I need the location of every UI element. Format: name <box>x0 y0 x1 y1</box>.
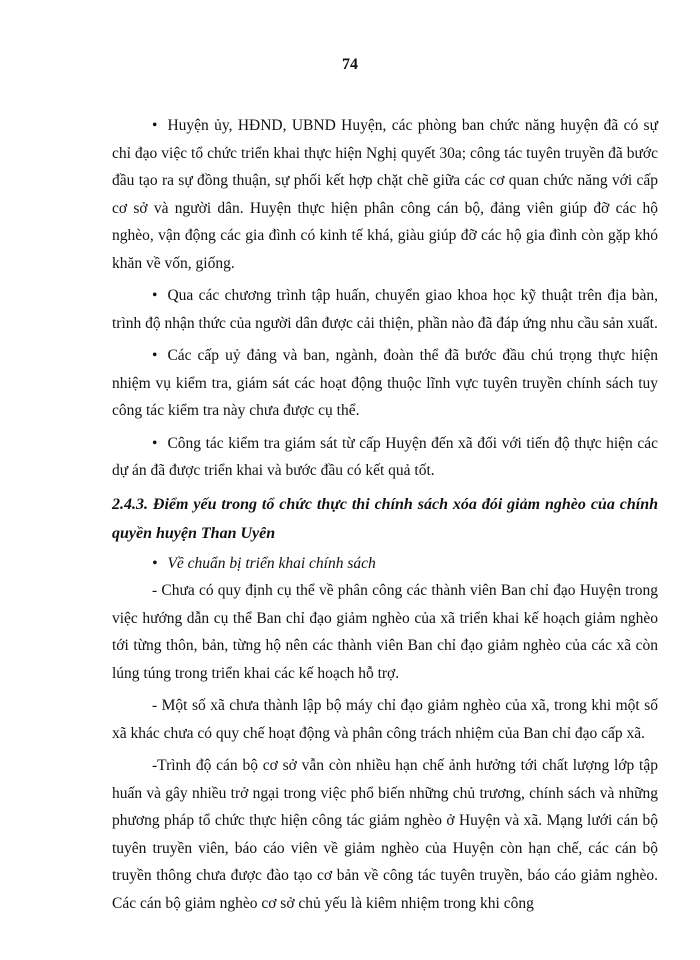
paragraph: -Trình độ cán bộ cơ sở vẫn còn nhiều hạn chế ảnh hưởng tới chất lượng lớp tập huấn và gây nhiều trở ngại trong việc phổ biến những chủ trương, chính sách và những phương pháp tổ chức thực hiện công tác giảm nghèo ở Huyện và xã. Mạng lưới cán bộ tuyên truyền viên, báo cáo viên về giảm nghèo của Huyện còn hạn chế, các cán bộ truyền thông chưa được đào tạo cơ bản về công tác tuyên truyền, báo cáo giảm nghèo. Các cán bộ giảm nghèo cơ sở chủ yếu là kiêm nhiệm trong khi công <box>112 757 658 912</box>
bullet-paragraph <box>112 430 658 485</box>
paragraph: - Một số xã chưa thành lập bộ máy chỉ đạo giảm nghèo của xã, trong khi một số xã khác chưa có quy chế hoạt động và phân công trách nhiệm của Ban chỉ đạo cấp xã. <box>112 697 658 742</box>
paragraph-text: Các cấp uỷ đảng và ban, ngành, đoàn thể đã bước đầu chú trọng thực hiện nhiệm vụ kiểm tra, giám sát các hoạt động thuộc lĩnh vực tuyên truyền chính sách tuy công tác kiểm tra này chưa được cụ thể. <box>112 347 658 419</box>
bullet-icon: • <box>152 287 158 304</box>
bullet-paragraph <box>112 112 658 277</box>
bullet-icon: • <box>152 434 158 452</box>
paragraph-text: Công tác kiểm tra giám sát từ cấp Huyện đến xã đối với tiến độ thực hiện các dự án đã được triển khai và bước đầu có kết quả tốt. <box>112 434 658 479</box>
bullet-icon: • <box>152 554 158 572</box>
bullet-icon: • <box>152 117 158 134</box>
bullet-paragraph <box>112 342 658 425</box>
paragraph: - Chưa có quy định cụ thể về phân công các thành viên Ban chỉ đạo Huyện trong việc hướng dẫn cụ thể Ban chỉ đạo giảm nghèo của xã triển khai kế hoạch giảm nghèo tới từng thôn, bản, từng hộ nên các thành viên Ban chỉ đạo giảm nghèo của các xã còn lúng túng trong triển khai các kế hoạch hỗ trợ. <box>112 582 658 682</box>
bullet-paragraph <box>112 282 658 337</box>
section-heading: 2.4.3. Điểm yếu trong tổ chức thực thi chính sách xóa đói giảm nghèo của chính quyền huyện Than Uyên <box>112 495 658 542</box>
paragraph-text: Qua các chương trình tập huấn, chuyển giao khoa học kỹ thuật trên địa bàn, trình độ nhận thức của người dân được cải thiện, phần nào đã đáp ứng nhu cầu sản xuất. <box>112 287 658 332</box>
bullet-icon: • <box>152 347 158 364</box>
subheading-text: Về chuẩn bị triển khai chính sách <box>167 554 376 572</box>
subheading <box>112 550 658 578</box>
page-body <box>112 112 658 922</box>
paragraph-text: Huyện ủy, HĐND, UBND Huyện, các phòng ban chức năng huyện đã có sự chỉ đạo việc tổ chức triển khai thực hiện Nghị quyết 30a; công tác tuyên truyền đã bước đầu tạo ra sự đồng thuận, sự phối kết hợp chặt chẽ giữa các cơ quan chức năng với cấp cơ sở và người dân. Huyện thực hiện phân công cán bộ, đảng viên giúp đỡ các hộ nghèo, vận động các gia đình có kinh tế khá, giàu giúp đỡ các hộ gia đình còn gặp khó khăn về vốn, giống. <box>112 117 658 272</box>
page-number: 74 <box>342 56 358 73</box>
